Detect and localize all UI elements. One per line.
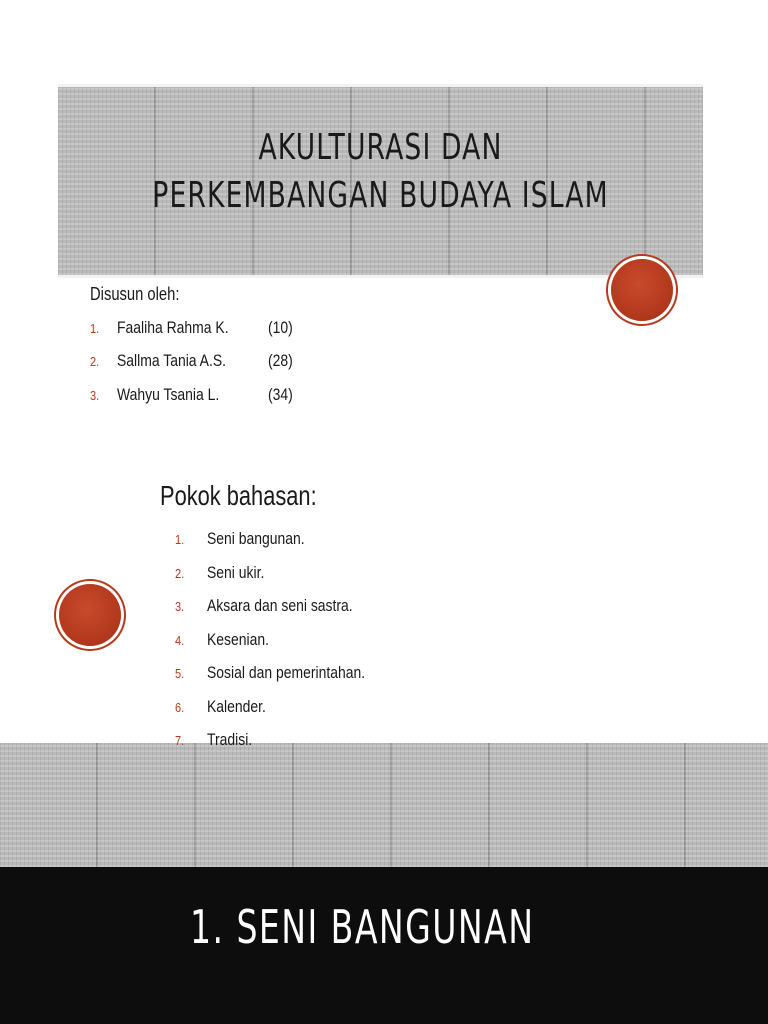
list-number: 3. bbox=[90, 388, 100, 403]
topic-label: Kalender. bbox=[207, 697, 266, 716]
decorative-red-circle bbox=[611, 259, 673, 321]
list-number: 5. bbox=[175, 666, 185, 681]
list-number: 1. bbox=[90, 321, 100, 336]
section-title: 1. SENI BANGUNAN bbox=[190, 900, 535, 954]
topic-label: Seni bangunan. bbox=[207, 529, 305, 548]
slide-title bbox=[0, 0, 768, 430]
topic-label: Sosial dan pemerintahan. bbox=[207, 663, 366, 682]
author-name: Wahyu Tsania L. bbox=[117, 385, 220, 404]
authors-label: Disusun oleh: bbox=[90, 284, 180, 304]
author-number: (34) bbox=[268, 385, 293, 404]
topic-label: Aksara dan seni sastra. bbox=[207, 596, 353, 615]
topic-label: Seni ukir. bbox=[207, 563, 265, 582]
topics-heading: Pokok bahasan: bbox=[160, 480, 317, 511]
list-number: 2. bbox=[90, 354, 100, 369]
slide-background-texture bbox=[0, 743, 768, 867]
author-name: Sallma Tania A.S. bbox=[117, 351, 227, 370]
author-number: (28) bbox=[268, 351, 293, 370]
list-number: 1. bbox=[175, 532, 185, 547]
list-number: 6. bbox=[175, 700, 185, 715]
topic-label: Kesenian. bbox=[207, 630, 270, 649]
list-number: 3. bbox=[175, 599, 185, 614]
decorative-red-circle bbox=[59, 584, 121, 646]
topic-label: Tradisi. bbox=[207, 730, 253, 749]
title-banner bbox=[58, 84, 703, 278]
slide-title-line1: AKULTURASI DAN bbox=[258, 127, 503, 168]
list-number: 7. bbox=[175, 733, 185, 748]
author-number: (10) bbox=[268, 318, 293, 337]
author-name: Faaliha Rahma K. bbox=[117, 318, 229, 337]
slide-title-line2: PERKEMBANGAN BUDAYA ISLAM bbox=[152, 175, 609, 216]
list-number: 2. bbox=[175, 566, 185, 581]
list-number: 4. bbox=[175, 633, 185, 648]
